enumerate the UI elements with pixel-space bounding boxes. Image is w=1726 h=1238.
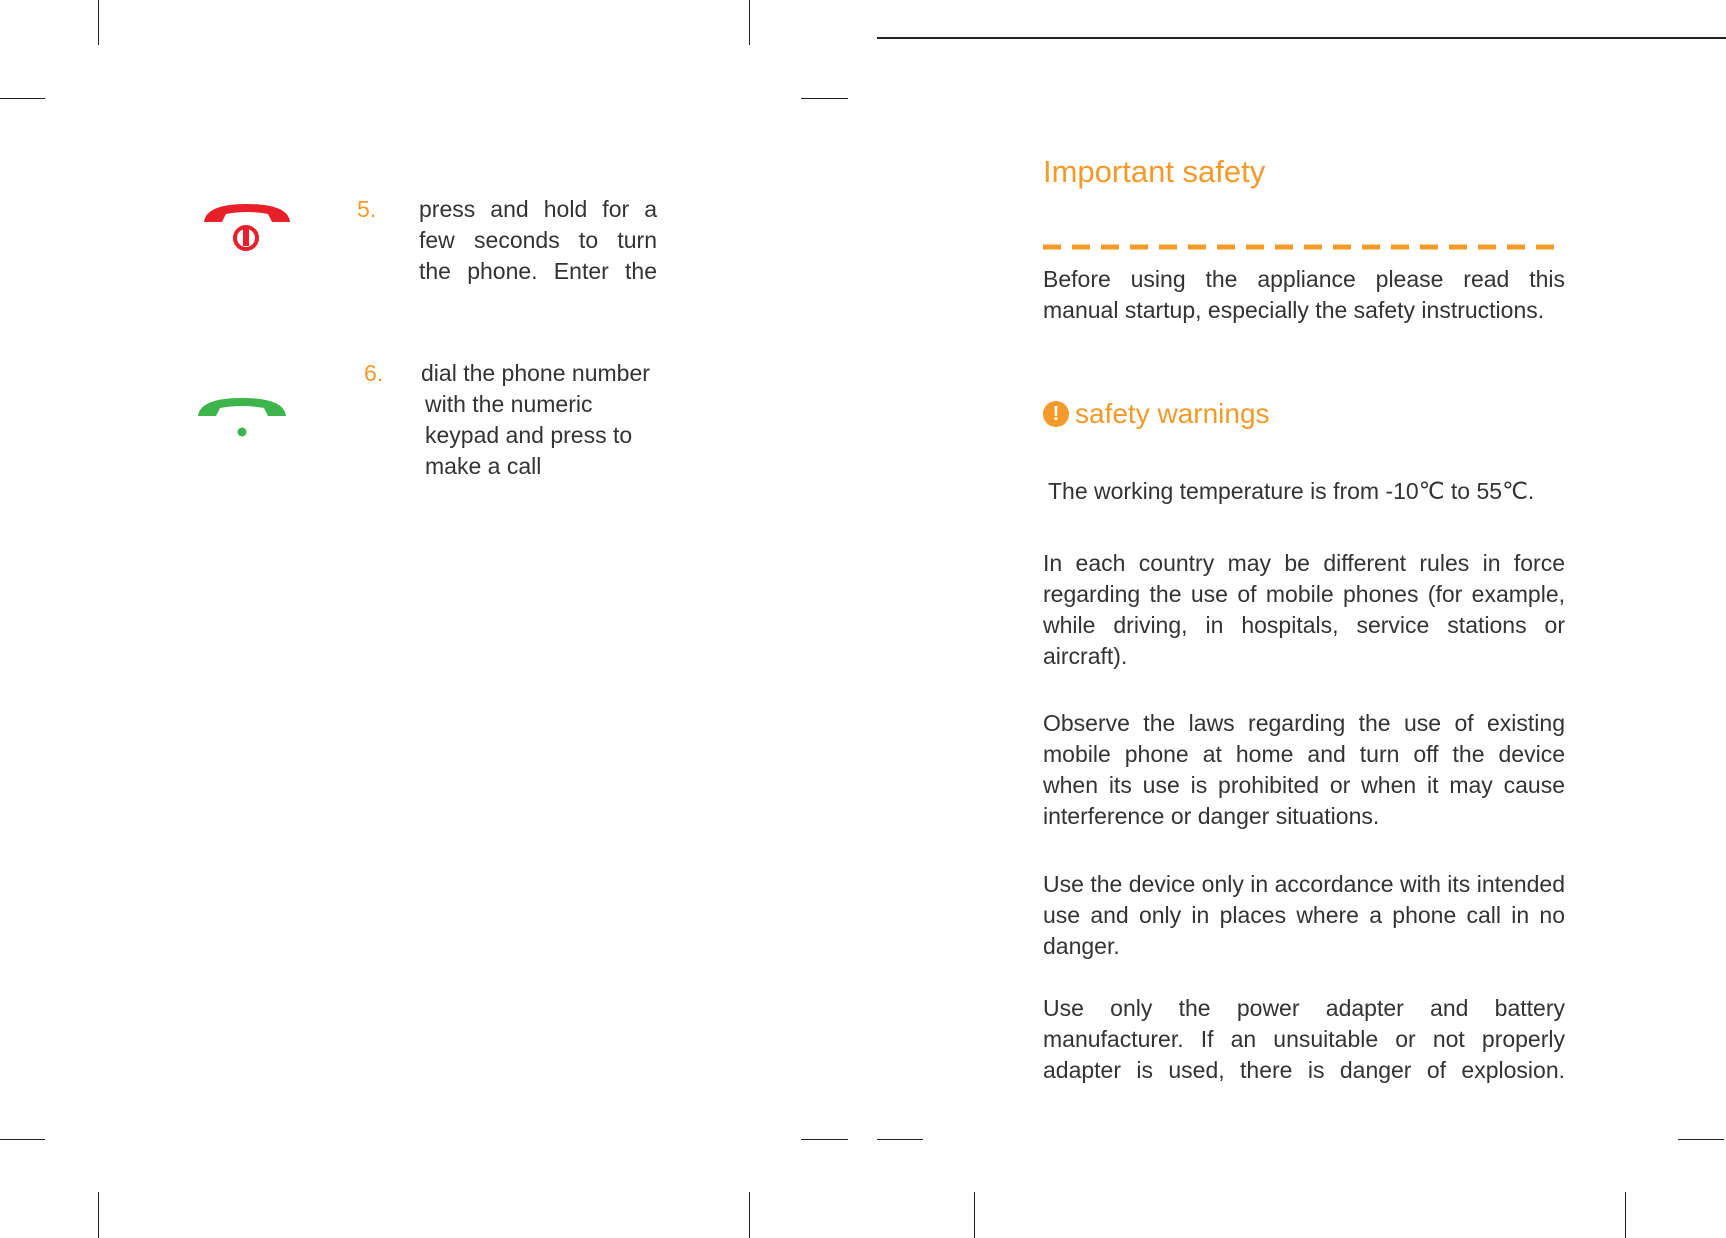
step-5-line: few seconds to turn — [419, 227, 657, 253]
warning-paragraph: Observe the laws regarding the use of existing mobile phone at home and turn off the device when its use is prohibited or when it may cause interference or danger situations. — [1043, 710, 1565, 829]
step-6-line: keypad and press to — [425, 422, 633, 448]
safety-warnings-label: safety warnings — [1075, 398, 1270, 429]
crop-mark — [974, 1192, 975, 1238]
crop-mark — [1678, 1139, 1724, 1140]
crop-mark — [749, 1192, 750, 1238]
crop-mark — [1625, 1192, 1626, 1238]
step-6-number: 6. — [364, 360, 384, 386]
crop-mark — [0, 98, 45, 99]
call-icon — [196, 394, 288, 440]
temperature-text: The working temperature is from -10℃ to 55℃. — [1048, 478, 1535, 504]
warning-paragraph: Use the device only in accordance with its intended use and only in places where a phone call in no danger. — [1043, 871, 1565, 959]
exclamation-icon: ! — [1043, 401, 1069, 427]
step-6-line: dial the phone number — [421, 360, 650, 386]
step-6-line: make a call — [425, 453, 542, 479]
intro-paragraph: Before using the appliance please read this manual startup, especially the safety instructions. — [1043, 266, 1565, 323]
step-5-number: 5. — [357, 196, 377, 222]
top-rule — [877, 37, 1726, 39]
end-call-power-icon — [202, 200, 292, 256]
crop-mark — [98, 0, 99, 45]
warning-paragraph: In each country may be different rules in force regarding the use of mobile phones (for example, while driving, in hospitals, service stations or aircraft). — [1043, 550, 1565, 669]
crop-mark — [801, 98, 848, 99]
crop-mark — [801, 1139, 848, 1140]
warning-paragraph: Use only the power adapter and battery manufacturer. If an unsuitable or not properly adapter is used, there is danger of explosion. — [1043, 995, 1565, 1083]
section-title: Important safety — [1043, 154, 1266, 189]
crop-mark — [0, 1139, 45, 1140]
step-6-line: with the numeric — [425, 391, 593, 417]
step-5-line: press and hold for a — [419, 196, 657, 222]
crop-mark — [877, 1139, 923, 1140]
crop-mark — [98, 1192, 99, 1238]
safety-warnings-heading — [1043, 397, 1270, 431]
dashed-divider — [1043, 244, 1556, 250]
crop-mark — [749, 0, 750, 45]
step-5-line: the phone. Enter the — [419, 258, 657, 284]
